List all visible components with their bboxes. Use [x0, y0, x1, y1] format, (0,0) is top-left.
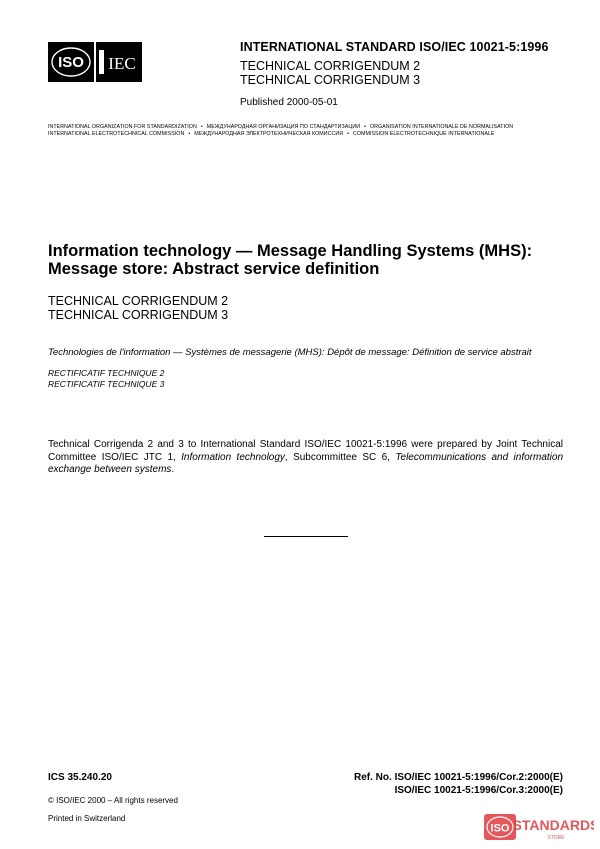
- publication-date: Published 2000-05-01: [240, 97, 338, 108]
- french-corrigendum-3: RECTIFICATIF TECHNIQUE 3: [48, 379, 165, 389]
- french-corrigendum-2: RECTIFICATIF TECHNIQUE 2: [48, 368, 165, 378]
- reference-number-1: Ref. No. ISO/IEC 10021-5:1996/Cor.2:2000(E): [354, 772, 563, 783]
- iec-logo: [96, 42, 142, 82]
- bullet-icon: •: [200, 124, 203, 130]
- foreword-text: .: [171, 464, 175, 475]
- bullet-icon: •: [347, 131, 349, 137]
- foreword-subcommittee-title: Telecommunications and information exchange between systems: [48, 451, 563, 475]
- org-iec-en: INTERNATIONAL ELECTROTECHNICAL COMMISSION: [48, 131, 185, 137]
- title-corrigendum-2: TECHNICAL CORRIGENDUM 2: [48, 294, 229, 308]
- store-standards-text: STANDARDS: [512, 817, 594, 833]
- iso-logo: [48, 42, 94, 82]
- title-line-1: Information technology — Message Handling Systems (MHS):: [48, 242, 533, 260]
- bullet-icon: •: [364, 124, 366, 130]
- foreword-committee-title: Information technology: [181, 451, 285, 463]
- ics-code: ICS 35.240.20: [48, 772, 112, 783]
- org-iec-ru: МЕЖДУНАРОДНАЯ ЭЛЕКТРОТЕХНИЧЕСКАЯ КОМИССИЯ: [194, 131, 344, 137]
- title-line-2: Message store: Abstract service definition: [48, 260, 380, 278]
- header-corrigendum-2: TECHNICAL CORRIGENDUM 2: [240, 59, 421, 73]
- org-iec-fr: COMMISSION ELECTROTECHNIQUE INTERNATIONALE: [352, 131, 495, 137]
- foreword-text: Technical Corrigenda 2 and 3 to International Standard ISO/IEC 10021-5:1996 were prepared by Joint Technical Committee ISO/IEC JTC 1,: [48, 439, 563, 463]
- foreword-text: , Subcommittee SC 6,: [284, 451, 396, 463]
- header-corrigendum-3: TECHNICAL CORRIGENDUM 3: [240, 73, 421, 87]
- store-logo-graphic: [484, 813, 594, 843]
- iso-standards-store-logo: [484, 813, 594, 843]
- printed-in: Printed in Switzerland: [48, 814, 126, 823]
- bullet-icon: •: [188, 131, 191, 137]
- copyright: © ISO/IEC 2000 – All rights reserved: [48, 796, 178, 805]
- iec-logo-text: IEC: [108, 54, 136, 73]
- store-iso-text: ISO: [490, 822, 510, 835]
- iso-logo-text: ISO: [58, 54, 84, 71]
- separator-line: [264, 536, 348, 537]
- foreword-paragraph: [48, 439, 563, 477]
- standard-designation: INTERNATIONAL STANDARD ISO/IEC 10021-5:1996: [240, 40, 549, 54]
- org-iso-ru: МЕЖДУНАРОДНАЯ ОРГАНИЗАЦИЯ ПО СТАНДАРТИЗАЦИИ: [206, 124, 361, 130]
- organizations-row-2: [48, 131, 494, 137]
- title-corrigendum-3: TECHNICAL CORRIGENDUM 3: [48, 308, 229, 322]
- organizations-row-1: [48, 124, 513, 130]
- store-store-text: STORE: [547, 835, 565, 841]
- org-iso-en: INTERNATIONAL ORGANIZATION FOR STANDARDIZATION: [48, 124, 197, 130]
- document-title: [48, 242, 568, 278]
- reference-number-2: ISO/IEC 10021-5:1996/Cor.3:2000(E): [394, 785, 563, 796]
- french-title: Technologies de l'information — Systèmes de messagerie (MHS): Dépôt de message: Définition de service abstrait: [48, 347, 532, 358]
- org-iso-fr: ORGANISATION INTERNATIONALE DE NORMALISATION: [369, 124, 514, 130]
